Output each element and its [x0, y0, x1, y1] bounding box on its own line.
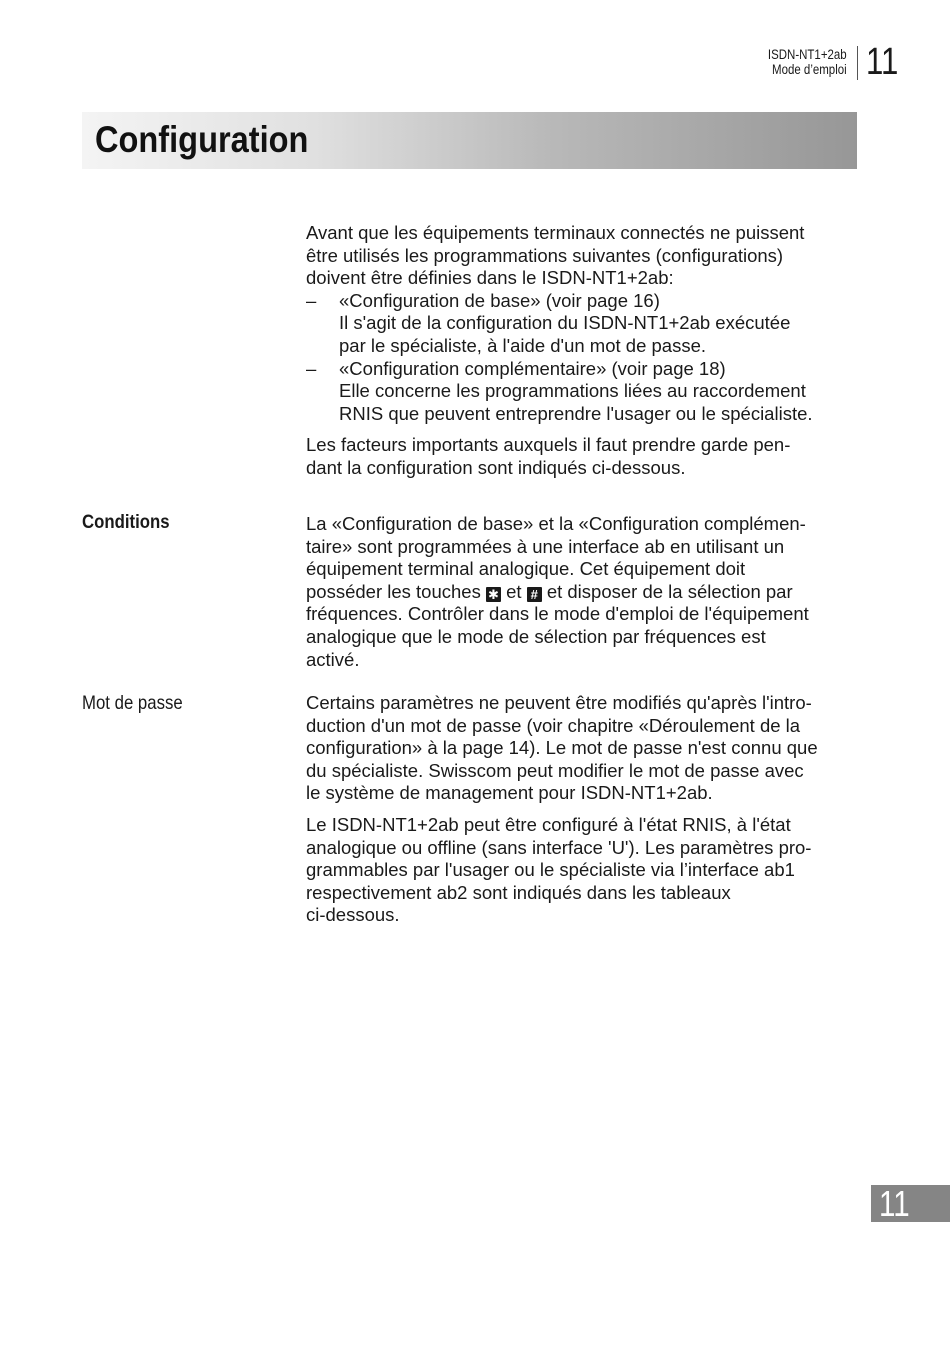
chapter-tab: [871, 1185, 950, 1222]
conditions-line: fréquences. Contrôler dans le mode d'emploi de l'équipement: [306, 603, 809, 625]
list-item-line: «Configuration de base» (voir page 16): [339, 289, 660, 311]
conditions-line: taire» sont programmées à une interface ab en utilisant un: [306, 535, 785, 557]
running-header: [768, 47, 847, 77]
intro-line: doivent être définies dans le ISDN-NT1+2ab:: [306, 267, 674, 289]
intro-closing-line: Les facteurs importants auxquels il faut prendre garde pen-: [306, 434, 791, 456]
list-item: [306, 358, 862, 426]
intro-line: Avant que les équipements terminaux connectés ne puissent: [306, 222, 805, 243]
conditions-label: Conditions: [82, 511, 170, 533]
list-item-line: RNIS que peuvent entreprendre l'usager ou le spécialiste.: [339, 402, 813, 424]
header-divider: [857, 46, 858, 80]
password-line: du spécialiste. Swisscom peut modifier le mot de passe avec: [306, 759, 804, 781]
conditions-line: équipement terminal analogique. Cet équipement doit: [306, 558, 746, 580]
state-line: analogique ou offline (sans interface 'U'). Les paramètres pro-: [306, 836, 812, 858]
state-line: grammables par l'usager ou le spécialiste via l’interface ab1: [306, 859, 795, 881]
chapter-tab-number: 11: [879, 1183, 910, 1224]
list-item-line: par le spécialiste, à l'aide d'un mot de passe.: [339, 334, 707, 356]
keys-text-between: et: [500, 580, 527, 602]
page-number: 11: [866, 41, 899, 83]
password-line: Certains paramètres ne peuvent être modifiés qu'après l'intro-: [306, 692, 812, 713]
state-line: Le ISDN-NT1+2ab peut être configuré à l'état RNIS, à l'état: [306, 813, 791, 835]
section-title: Configuration: [95, 119, 309, 160]
list-item-line: Il s'agit de la configuration du ISDN-NT1+2ab exécutée: [339, 312, 791, 334]
conditions-keys-line: [306, 581, 862, 604]
intro-text: [306, 222, 862, 480]
conditions-text: [306, 513, 862, 671]
doc-title: ISDN-NT1+2ab: [768, 47, 847, 62]
password-line: le système de management pour ISDN-NT1+2ab.: [306, 782, 713, 804]
password-text: [306, 692, 862, 927]
conditions-line: activé.: [306, 648, 360, 670]
list-item: [306, 290, 862, 358]
keys-text-after: et disposer de la sélection par: [541, 580, 793, 602]
list-item-line: «Configuration complémentaire» (voir page 18): [339, 357, 726, 379]
intro-closing-line: dant la configuration sont indiqués ci-dessous.: [306, 456, 686, 478]
intro-line: être utilisés les programmations suivantes (configurations): [306, 244, 784, 266]
conditions-line: analogique que le mode de sélection par fréquences est: [306, 625, 766, 647]
password-line: duction d'un mot de passe (voir chapitre «Déroulement de la: [306, 714, 801, 736]
list-dash: –: [306, 289, 317, 311]
password-line: configuration» à la page 14). Le mot de passe n'est connu que: [306, 737, 818, 759]
star-key-icon: ✱: [486, 587, 501, 602]
conditions-line: La «Configuration de base» et la «Configuration complémen-: [306, 513, 806, 534]
section-title-bar: [82, 112, 857, 169]
list-dash: –: [306, 357, 317, 379]
password-label: Mot de passe: [82, 692, 183, 714]
hash-key-icon: #: [527, 587, 542, 602]
doc-subtitle: Mode d’emploi: [772, 62, 847, 77]
state-line: respectivement ab2 sont indiqués dans les tableaux: [306, 881, 731, 903]
state-line: ci-dessous.: [306, 904, 400, 926]
keys-text-before: posséder les touches: [306, 580, 486, 602]
list-item-line: Elle concerne les programmations liées au raccordement: [339, 380, 806, 402]
